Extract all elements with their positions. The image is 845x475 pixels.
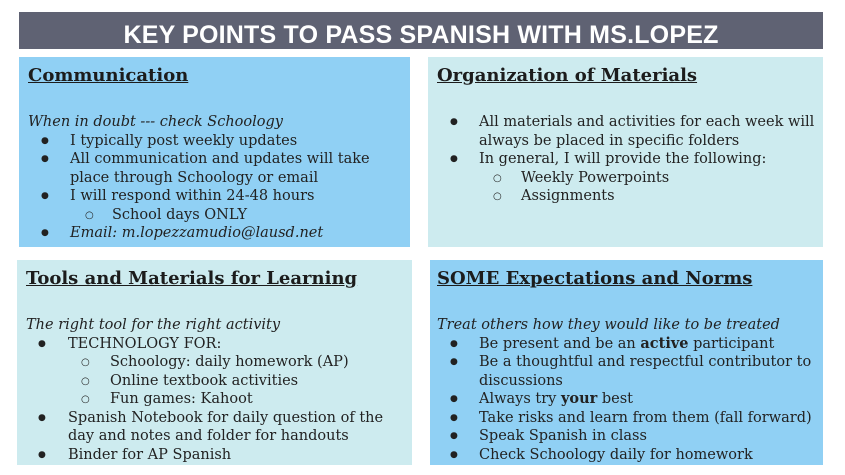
list-item: ● TECHNOLOGY FOR: — [17, 335, 412, 354]
list-item: ● All materials and activities for each week will always be placed in specific folders — [428, 113, 823, 150]
list-item: ● Take risks and learn from them (fall forward) — [430, 409, 823, 428]
list-item: ● Binder for AP Spanish — [17, 446, 412, 465]
tools-panel — [17, 260, 412, 465]
communication-list — [19, 132, 410, 243]
expectations-list — [430, 335, 823, 465]
sub-list-item: ○ Weekly Powerpoints — [428, 169, 823, 188]
organization-heading: Organization of Materials — [437, 65, 698, 86]
organization-panel — [428, 57, 823, 247]
list-item: ● I typically post weekly updates — [19, 132, 410, 151]
list-item: ● Spanish Notebook for daily question of the day and notes and folder for handouts — [17, 409, 412, 446]
communication-panel — [19, 57, 410, 247]
emphasis-text: active — [640, 334, 689, 352]
tools-body — [17, 316, 412, 464]
list-item — [430, 390, 823, 409]
sub-list-item: ○ Assignments — [428, 187, 823, 206]
list-item: ● In general, I will provide the following: — [428, 150, 823, 169]
list-item: ● Be a thoughtful and respectful contributor to discussions — [430, 353, 823, 390]
item-text: participant — [688, 335, 775, 352]
list-item: ● Speak Spanish in class — [430, 427, 823, 446]
list-item — [430, 335, 823, 354]
sub-list-item: ○ School days ONLY — [19, 206, 410, 225]
sub-list-item: ○ Online textbook activities — [17, 372, 412, 391]
emphasis-text: your — [560, 390, 598, 407]
communication-intro: When in doubt --- check Schoology — [28, 114, 283, 130]
tools-heading: Tools and Materials for Learning — [26, 268, 358, 289]
list-item: ● Check Schoology daily for homework — [430, 446, 823, 465]
organization-list — [428, 113, 823, 206]
communication-body — [19, 113, 410, 243]
organization-body — [428, 113, 823, 206]
list-item: ● All communication and updates will take place through Schoology or email — [19, 150, 410, 187]
expectations-body — [430, 316, 823, 464]
expectations-intro: Treat others how they would like to be treated — [437, 317, 780, 333]
list-item: ● I will respond within 24-48 hours — [19, 187, 410, 206]
tools-list — [17, 335, 412, 465]
communication-heading: Communication — [28, 65, 189, 86]
item-text: Always try — [479, 391, 561, 407]
sub-list-item: ○ Fun games: Kahoot — [17, 390, 412, 409]
item-text: Be present and be an — [479, 335, 641, 352]
item-text: best — [597, 391, 633, 407]
page-title: KEY POINTS TO PASS SPANISH WITH MS.LOPEZ — [19, 12, 823, 49]
tools-intro: The right tool for the right activity — [26, 317, 281, 333]
sub-list-item: ○ Schoology: daily homework (AP) — [17, 353, 412, 372]
email-item: ● Email: m.lopezzamudio@lausd.net — [19, 224, 410, 243]
expectations-heading: SOME Expectations and Norms — [437, 268, 753, 289]
expectations-panel — [430, 260, 823, 465]
